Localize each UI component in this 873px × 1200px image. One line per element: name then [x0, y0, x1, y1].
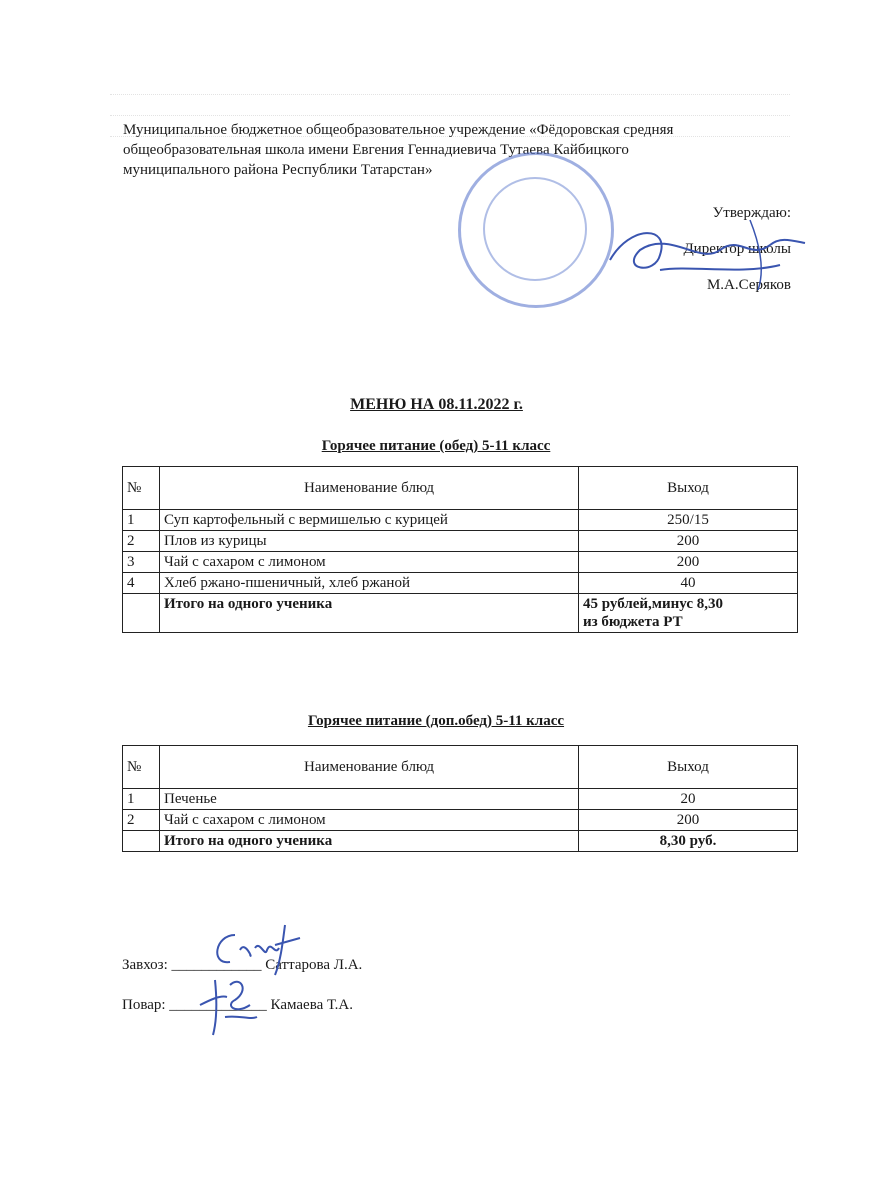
- col-output-header: Выход: [579, 467, 798, 510]
- row-output: 200: [579, 810, 798, 831]
- total-value-line-1: 45 рублей,минус 8,30: [583, 596, 723, 612]
- page-title: МЕНЮ НА 08.11.2022 г.: [350, 396, 523, 413]
- col-output-header: Выход: [579, 746, 798, 789]
- col-num-header: №: [123, 746, 160, 789]
- row-dish: Хлеб ржано-пшеничный, хлеб ржаной: [160, 573, 579, 594]
- storekeeper-label: Завхоз:: [122, 957, 168, 973]
- storekeeper-blank: ____________: [171, 957, 262, 973]
- extra-lunch-menu-table: [122, 745, 798, 852]
- total-label: Итого на одного ученика: [160, 594, 579, 633]
- total-row: [123, 831, 798, 852]
- lunch-menu-table: [122, 466, 798, 633]
- organization-header: [123, 120, 773, 180]
- row-num: 3: [123, 552, 160, 573]
- approve-label: Утверждаю:: [712, 205, 791, 221]
- row-dish: Печенье: [160, 789, 579, 810]
- org-line-2: общеобразовательная школа имени Евгения Геннадиевича Тутаева Кайбицкого: [123, 142, 629, 158]
- table-header-row: [123, 467, 798, 510]
- row-num: 1: [123, 510, 160, 531]
- row-output: 200: [579, 531, 798, 552]
- table-row: [123, 552, 798, 573]
- director-signature-image: [600, 215, 810, 295]
- table1-caption: Горячее питание (обед) 5-11 класс: [321, 438, 551, 454]
- row-num: 4: [123, 573, 160, 594]
- storekeeper-name: Саттарова Л.А.: [265, 957, 363, 973]
- table-row: [123, 573, 798, 594]
- director-label: Директор школы: [683, 241, 791, 257]
- cook-blank: _____________: [169, 997, 267, 1013]
- row-dish: Суп картофельный с вермишелью с курицей: [160, 510, 579, 531]
- row-output: 40: [579, 573, 798, 594]
- table-row: [123, 810, 798, 831]
- row-dish: Чай с сахаром с лимоном: [160, 810, 579, 831]
- cook-signature-image: [195, 975, 265, 1040]
- table2-caption: Горячее питание (доп.обед) 5-11 класс: [307, 713, 565, 729]
- table-row: [123, 789, 798, 810]
- school-stamp: [458, 152, 614, 308]
- total-value-line-2: из бюджета РТ: [583, 614, 683, 630]
- director-name: М.А.Серяков: [706, 277, 791, 293]
- table-row: [123, 510, 798, 531]
- total-value: 8,30 руб.: [579, 831, 798, 852]
- cook-name: Камаева Т.А.: [270, 997, 354, 1013]
- total-value: [579, 594, 798, 633]
- table-header-row: [123, 746, 798, 789]
- storekeeper-signature-image: [205, 920, 305, 980]
- cook-label: Повар:: [122, 997, 166, 1013]
- total-num-cell: [123, 831, 160, 852]
- org-line-3: муниципального района Республики Татарстан»: [123, 162, 433, 178]
- org-line-1: Муниципальное бюджетное общеобразовательное учреждение «Фёдоровская средняя: [123, 122, 674, 138]
- table-row: [123, 531, 798, 552]
- row-dish: Плов из курицы: [160, 531, 579, 552]
- row-num: 2: [123, 810, 160, 831]
- total-num-cell: [123, 594, 160, 633]
- total-row: [123, 594, 798, 633]
- total-label: Итого на одного ученика: [160, 831, 579, 852]
- row-output: 250/15: [579, 510, 798, 531]
- col-name-header: Наименование блюд: [160, 467, 579, 510]
- row-num: 2: [123, 531, 160, 552]
- row-output: 20: [579, 789, 798, 810]
- row-output: 200: [579, 552, 798, 573]
- row-dish: Чай с сахаром с лимоном: [160, 552, 579, 573]
- row-num: 1: [123, 789, 160, 810]
- col-name-header: Наименование блюд: [160, 746, 579, 789]
- col-num-header: №: [123, 467, 160, 510]
